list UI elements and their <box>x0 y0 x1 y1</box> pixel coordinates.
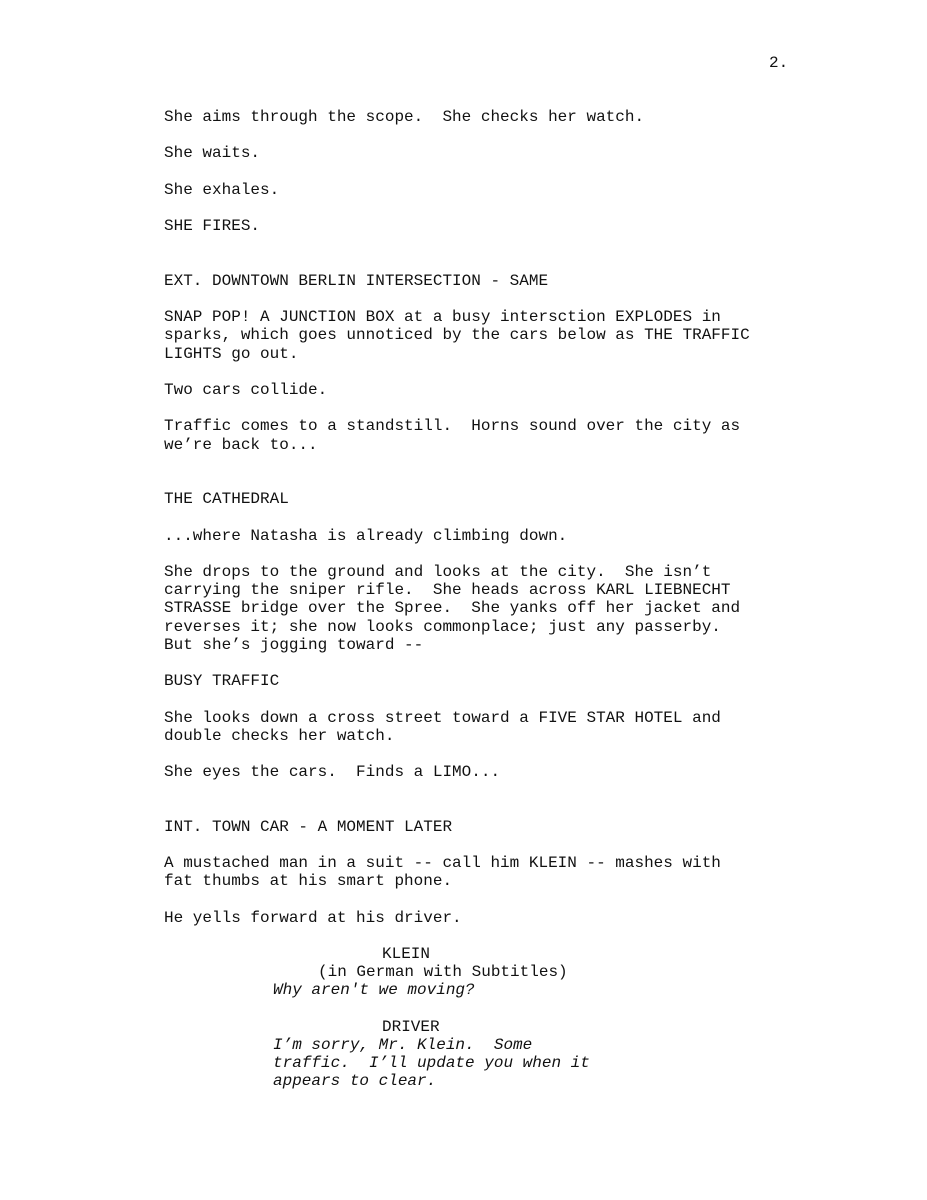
character-name: DRIVER <box>382 1017 440 1036</box>
scene-heading: INT. TOWN CAR - A MOMENT LATER <box>164 817 453 836</box>
dialogue-line: I’m sorry, Mr. Klein. Some traffic. I’ll update you when it appears to clear. <box>273 1036 590 1091</box>
parenthetical: (in German with Subtitles) <box>318 963 568 982</box>
script-body <box>164 108 844 1109</box>
action-line: He yells forward at his driver. <box>164 908 462 927</box>
action-line: SNAP POP! A JUNCTION BOX at a busy intersction EXPLODES in sparks, which goes unnoticed by the cars below as THE TRAFFIC LIGHTS go out. <box>164 308 750 363</box>
dialogue-block-driver <box>164 1018 844 1091</box>
character-name: KLEIN <box>382 945 431 964</box>
action-line: She waits. <box>164 144 261 163</box>
scene-heading: EXT. DOWNTOWN BERLIN INTERSECTION - SAME <box>164 271 549 290</box>
dialogue-line: Why aren't we moving? <box>273 981 475 1000</box>
action-line: She eyes the cars. Finds a LIMO... <box>164 763 501 782</box>
action-line: BUSY TRAFFIC <box>164 672 280 691</box>
page-number: 2. <box>769 54 789 72</box>
action-line: She aims through the scope. She checks her watch. <box>164 108 645 126</box>
action-line: Traffic comes to a standstill. Horns sound over the city as we’re back to... <box>164 417 741 454</box>
dialogue-block-klein <box>164 945 844 1000</box>
action-line: She looks down a cross street toward a FIVE STAR HOTEL and double checks her watch. <box>164 708 721 745</box>
scene-heading: THE CATHEDRAL <box>164 490 289 509</box>
action-line: She drops to the ground and looks at the city. She isn’t carrying the sniper rifle. She heads across KARL LIEBNECHT STRASSE bridge over the Spree. She yanks off her jacket and reverses it; she now looks commonplace; just any passerby. But she’s jogging toward -- <box>164 562 741 654</box>
action-line: SHE FIRES. <box>164 217 261 236</box>
action-line: ...where Natasha is already climbing down. <box>164 526 568 545</box>
action-line: She exhales. <box>164 180 280 199</box>
action-line: Two cars collide. <box>164 380 328 399</box>
action-line: A mustached man in a suit -- call him KLEIN -- mashes with fat thumbs at his smart phone. <box>164 854 721 891</box>
